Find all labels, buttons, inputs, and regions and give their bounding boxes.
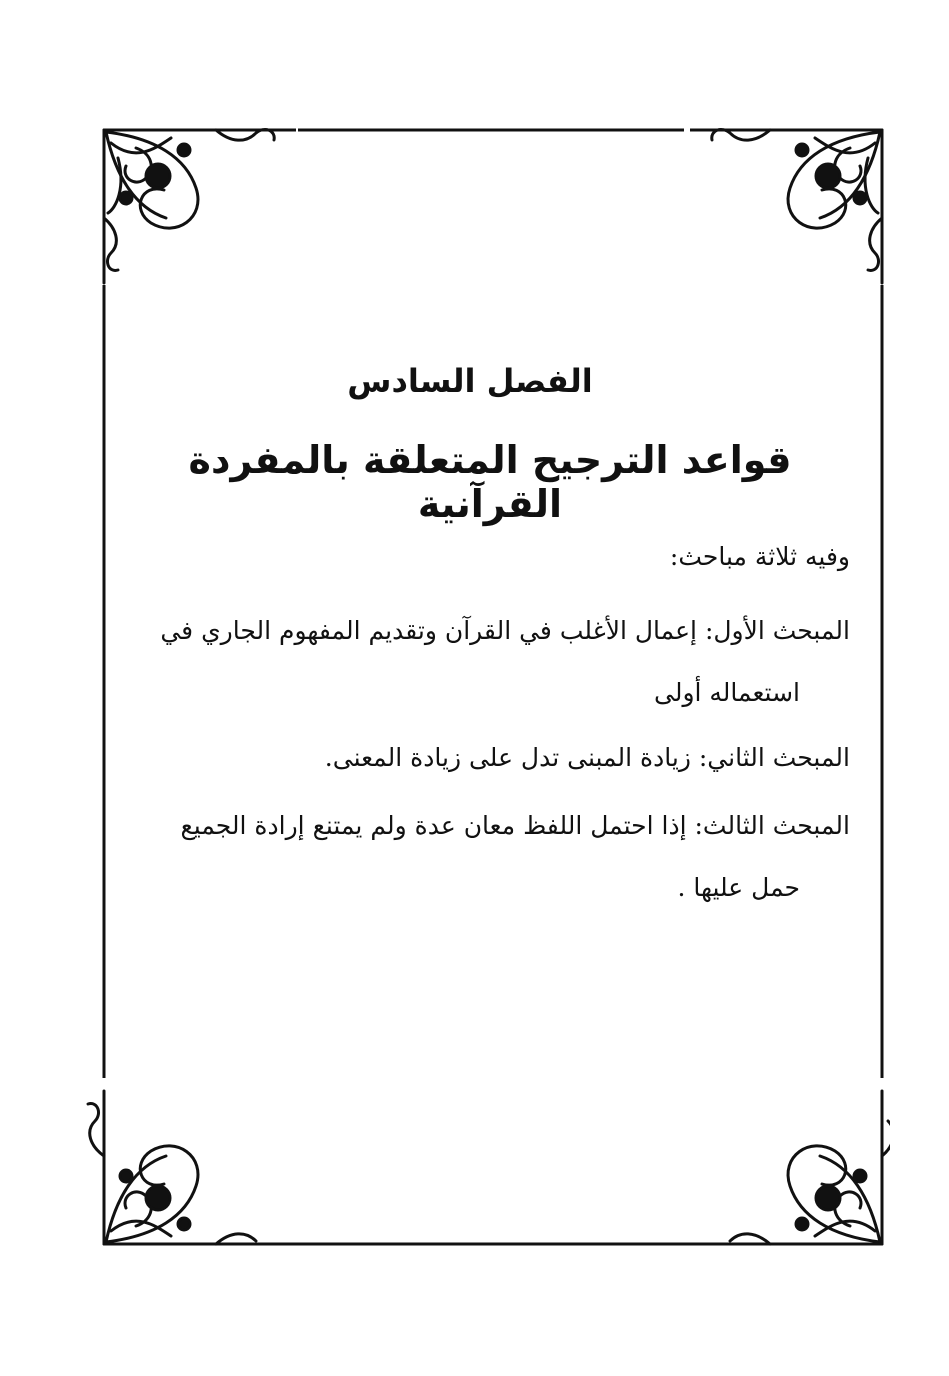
topic-heading: المبحث الثالث:	[694, 811, 850, 840]
topic-item	[150, 727, 850, 789]
ornament-top-left	[96, 118, 296, 288]
topic-text: إذا احتمل اللفظ معان عدة ولم يمتنع إرادة الجميع	[180, 811, 687, 840]
topic-heading: المبحث الأول:	[704, 616, 850, 645]
chapter-label: الفصل السادس	[347, 362, 593, 400]
topic-heading: المبحث الثاني:	[698, 743, 850, 772]
topic-continuation: حمل عليها .	[677, 873, 800, 902]
topic-item	[150, 795, 850, 919]
chapter-title: قواعد الترجيح المتعلقة بالمفردة القرآنية	[188, 438, 792, 526]
topic-item	[150, 600, 850, 724]
ornament-bottom-left	[80, 1086, 280, 1256]
topic-continuation: استعماله أولى	[653, 678, 800, 707]
topic-text: زيادة المبنى تدل على زيادة المعنى.	[324, 743, 691, 772]
intro-line: وفيه ثلاثة مباحث:	[669, 542, 850, 571]
ornament-top-right	[690, 118, 890, 288]
topic-text: إعمال الأغلب في القرآن وتقديم المفهوم الجاري في	[160, 616, 697, 645]
ornament-bottom-right	[690, 1086, 890, 1256]
